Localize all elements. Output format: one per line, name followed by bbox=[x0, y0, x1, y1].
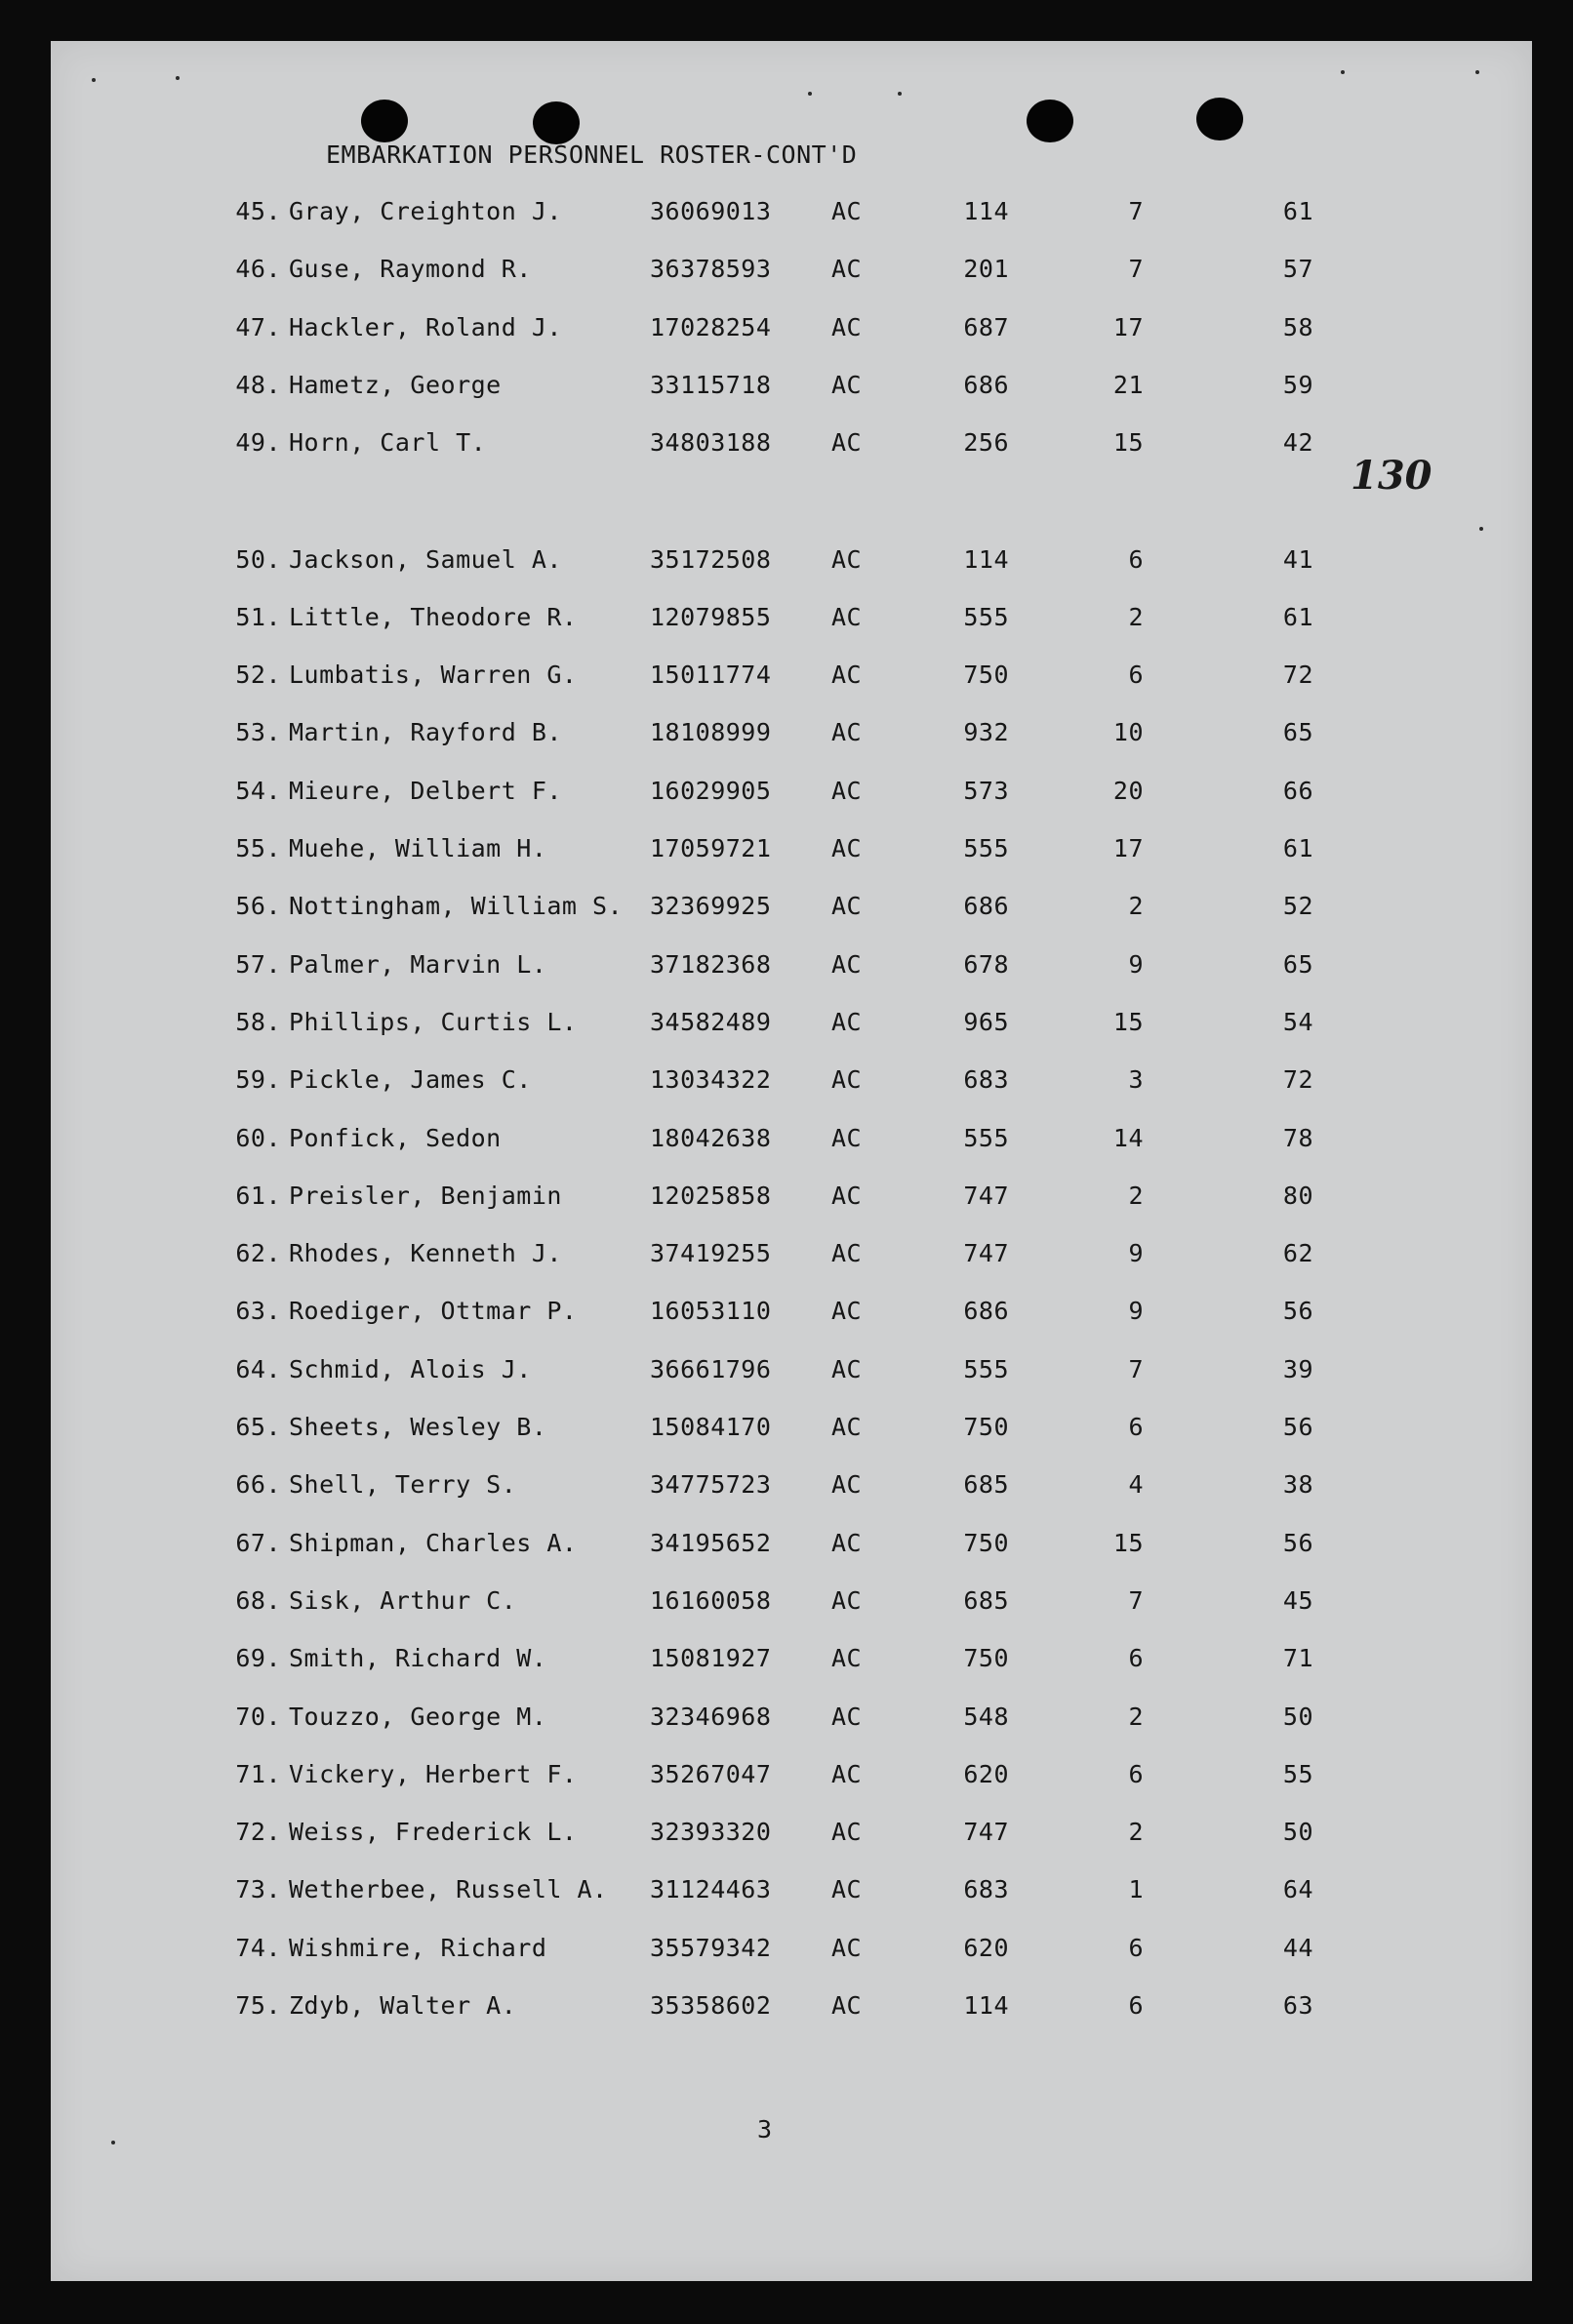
branch-code: AC bbox=[831, 1991, 863, 2020]
age-value: 45 bbox=[1282, 1585, 1313, 1615]
code-value: 687 bbox=[963, 312, 1009, 341]
table-row bbox=[51, 1529, 1532, 1562]
person-name: Schmid, Alois J. bbox=[289, 1354, 532, 1383]
table-row bbox=[51, 1470, 1532, 1503]
serial-number: 33115718 bbox=[650, 370, 772, 399]
age-value: 62 bbox=[1282, 1239, 1313, 1268]
table-row bbox=[51, 950, 1532, 983]
person-name: Rhodes, Kenneth J. bbox=[289, 1239, 562, 1268]
count-value: 7 bbox=[1128, 1585, 1144, 1615]
branch-code: AC bbox=[831, 1470, 863, 1500]
table-row bbox=[51, 1413, 1532, 1446]
row-number: 58. bbox=[235, 1007, 281, 1036]
person-name: Shipman, Charles A. bbox=[289, 1528, 578, 1557]
person-name: Vickery, Herbert F. bbox=[289, 1759, 578, 1788]
person-name: Pickle, James C. bbox=[289, 1065, 532, 1095]
person-name: Ponfick, Sedon bbox=[289, 1123, 502, 1152]
count-value: 6 bbox=[1128, 544, 1144, 574]
serial-number: 34582489 bbox=[650, 1007, 772, 1036]
person-name: Zdyb, Walter A. bbox=[289, 1991, 517, 2020]
branch-code: AC bbox=[831, 1702, 863, 1731]
person-name: Wishmire, Richard bbox=[289, 1933, 547, 1962]
person-name: Smith, Richard W. bbox=[289, 1644, 547, 1673]
age-value: 72 bbox=[1282, 1065, 1313, 1095]
row-number: 56. bbox=[235, 892, 281, 921]
branch-code: AC bbox=[831, 1297, 863, 1326]
age-value: 78 bbox=[1282, 1123, 1313, 1152]
age-value: 52 bbox=[1282, 892, 1313, 921]
code-value: 750 bbox=[963, 1413, 1009, 1441]
branch-code: AC bbox=[831, 428, 863, 458]
age-value: 61 bbox=[1282, 197, 1313, 225]
serial-number: 12079855 bbox=[650, 602, 772, 631]
branch-code: AC bbox=[831, 602, 863, 631]
code-value: 620 bbox=[963, 1759, 1009, 1788]
serial-number: 34775723 bbox=[650, 1470, 772, 1500]
row-number: 75. bbox=[235, 1991, 281, 2020]
row-number: 67. bbox=[235, 1528, 281, 1557]
row-number: 55. bbox=[235, 834, 281, 862]
age-value: 39 bbox=[1282, 1354, 1313, 1383]
table-row bbox=[51, 1297, 1532, 1330]
person-name: Touzzo, George M. bbox=[289, 1702, 547, 1731]
serial-number: 16160058 bbox=[650, 1585, 772, 1615]
code-value: 965 bbox=[963, 1007, 1009, 1036]
age-value: 80 bbox=[1282, 1181, 1313, 1210]
age-value: 56 bbox=[1282, 1528, 1313, 1557]
table-row bbox=[51, 1934, 1532, 1967]
row-number: 52. bbox=[235, 661, 281, 690]
table-row bbox=[51, 1760, 1532, 1793]
serial-number: 17028254 bbox=[650, 312, 772, 341]
count-value: 7 bbox=[1128, 1354, 1144, 1383]
person-name: Muehe, William H. bbox=[289, 834, 547, 862]
table-row bbox=[51, 428, 1532, 461]
age-value: 50 bbox=[1282, 1818, 1313, 1847]
serial-number: 35579342 bbox=[650, 1933, 772, 1962]
row-number: 66. bbox=[235, 1470, 281, 1500]
row-number: 73. bbox=[235, 1875, 281, 1904]
code-value: 686 bbox=[963, 1297, 1009, 1326]
table-row bbox=[51, 313, 1532, 346]
code-value: 548 bbox=[963, 1702, 1009, 1731]
count-value: 17 bbox=[1112, 834, 1144, 862]
row-number: 46. bbox=[235, 255, 281, 284]
code-value: 683 bbox=[963, 1875, 1009, 1904]
branch-code: AC bbox=[831, 1818, 863, 1847]
code-value: 555 bbox=[963, 1354, 1009, 1383]
table-row bbox=[51, 718, 1532, 751]
code-value: 747 bbox=[963, 1181, 1009, 1210]
person-name: Guse, Raymond R. bbox=[289, 255, 532, 284]
count-value: 17 bbox=[1112, 312, 1144, 341]
branch-code: AC bbox=[831, 949, 863, 979]
person-name: Mieure, Delbert F. bbox=[289, 776, 562, 805]
person-name: Phillips, Curtis L. bbox=[289, 1007, 578, 1036]
count-value: 7 bbox=[1128, 197, 1144, 225]
count-value: 6 bbox=[1128, 1991, 1144, 2020]
table-row bbox=[51, 1586, 1532, 1620]
person-name: Nottingham, William S. bbox=[289, 892, 624, 921]
row-number: 47. bbox=[235, 312, 281, 341]
branch-code: AC bbox=[831, 312, 863, 341]
serial-number: 35358602 bbox=[650, 1991, 772, 2020]
serial-number: 32393320 bbox=[650, 1818, 772, 1847]
branch-code: AC bbox=[831, 1644, 863, 1673]
table-row bbox=[51, 1239, 1532, 1272]
serial-number: 37419255 bbox=[650, 1239, 772, 1268]
person-name: Gray, Creighton J. bbox=[289, 197, 562, 225]
code-value: 747 bbox=[963, 1239, 1009, 1268]
code-value: 573 bbox=[963, 776, 1009, 805]
person-name: Weiss, Frederick L. bbox=[289, 1818, 578, 1847]
row-number: 48. bbox=[235, 370, 281, 399]
row-number: 65. bbox=[235, 1413, 281, 1441]
age-value: 65 bbox=[1282, 949, 1313, 979]
branch-code: AC bbox=[831, 1354, 863, 1383]
count-value: 2 bbox=[1128, 892, 1144, 921]
count-value: 1 bbox=[1128, 1875, 1144, 1904]
person-name: Hametz, George bbox=[289, 370, 502, 399]
row-number: 59. bbox=[235, 1065, 281, 1095]
branch-code: AC bbox=[831, 661, 863, 690]
count-value: 15 bbox=[1112, 1528, 1144, 1557]
person-name: Sisk, Arthur C. bbox=[289, 1585, 517, 1615]
count-value: 2 bbox=[1128, 1818, 1144, 1847]
branch-code: AC bbox=[831, 1759, 863, 1788]
serial-number: 16053110 bbox=[650, 1297, 772, 1326]
count-value: 15 bbox=[1112, 1007, 1144, 1036]
count-value: 6 bbox=[1128, 1413, 1144, 1441]
count-value: 9 bbox=[1128, 1239, 1144, 1268]
table-row bbox=[51, 892, 1532, 925]
table-row bbox=[51, 1875, 1532, 1908]
age-value: 56 bbox=[1282, 1297, 1313, 1326]
table-row bbox=[51, 834, 1532, 867]
person-name: Shell, Terry S. bbox=[289, 1470, 517, 1500]
row-number: 61. bbox=[235, 1181, 281, 1210]
row-number: 74. bbox=[235, 1933, 281, 1962]
row-number: 63. bbox=[235, 1297, 281, 1326]
count-value: 2 bbox=[1128, 602, 1144, 631]
code-value: 114 bbox=[963, 197, 1009, 225]
person-name: Wetherbee, Russell A. bbox=[289, 1875, 608, 1904]
row-number: 69. bbox=[235, 1644, 281, 1673]
row-number: 45. bbox=[235, 197, 281, 225]
serial-number: 13034322 bbox=[650, 1065, 772, 1095]
branch-code: AC bbox=[831, 255, 863, 284]
code-value: 750 bbox=[963, 661, 1009, 690]
row-number: 60. bbox=[235, 1123, 281, 1152]
branch-code: AC bbox=[831, 1585, 863, 1615]
serial-number: 35267047 bbox=[650, 1759, 772, 1788]
serial-number: 35172508 bbox=[650, 544, 772, 574]
roster-list bbox=[51, 41, 1532, 2281]
code-value: 750 bbox=[963, 1528, 1009, 1557]
branch-code: AC bbox=[831, 1065, 863, 1095]
count-value: 14 bbox=[1112, 1123, 1144, 1152]
person-name: Preisler, Benjamin bbox=[289, 1181, 562, 1210]
code-value: 555 bbox=[963, 602, 1009, 631]
code-value: 114 bbox=[963, 544, 1009, 574]
serial-number: 32346968 bbox=[650, 1702, 772, 1731]
code-value: 678 bbox=[963, 949, 1009, 979]
table-row bbox=[51, 777, 1532, 810]
age-value: 38 bbox=[1282, 1470, 1313, 1500]
age-value: 57 bbox=[1282, 255, 1313, 284]
code-value: 555 bbox=[963, 1123, 1009, 1152]
row-number: 68. bbox=[235, 1585, 281, 1615]
age-value: 50 bbox=[1282, 1702, 1313, 1731]
serial-number: 37182368 bbox=[650, 949, 772, 979]
person-name: Roediger, Ottmar P. bbox=[289, 1297, 578, 1326]
count-value: 4 bbox=[1128, 1470, 1144, 1500]
count-value: 10 bbox=[1112, 718, 1144, 747]
table-row bbox=[51, 1644, 1532, 1677]
person-name: Jackson, Samuel A. bbox=[289, 544, 562, 574]
table-row bbox=[51, 1065, 1532, 1099]
serial-number: 15011774 bbox=[650, 661, 772, 690]
count-value: 21 bbox=[1112, 370, 1144, 399]
branch-code: AC bbox=[831, 370, 863, 399]
serial-number: 15084170 bbox=[650, 1413, 772, 1441]
serial-number: 12025858 bbox=[650, 1181, 772, 1210]
age-value: 61 bbox=[1282, 834, 1313, 862]
person-name: Little, Theodore R. bbox=[289, 602, 578, 631]
table-row bbox=[51, 1991, 1532, 2024]
serial-number: 36661796 bbox=[650, 1354, 772, 1383]
age-value: 58 bbox=[1282, 312, 1313, 341]
age-value: 66 bbox=[1282, 776, 1313, 805]
row-number: 70. bbox=[235, 1702, 281, 1731]
code-value: 555 bbox=[963, 834, 1009, 862]
code-value: 750 bbox=[963, 1644, 1009, 1673]
age-value: 56 bbox=[1282, 1413, 1313, 1441]
branch-code: AC bbox=[831, 776, 863, 805]
count-value: 9 bbox=[1128, 949, 1144, 979]
person-name: Horn, Carl T. bbox=[289, 428, 487, 458]
code-value: 620 bbox=[963, 1933, 1009, 1962]
table-row bbox=[51, 1818, 1532, 1851]
age-value: 42 bbox=[1282, 428, 1313, 458]
table-row bbox=[51, 661, 1532, 694]
age-value: 55 bbox=[1282, 1759, 1313, 1788]
serial-number: 18042638 bbox=[650, 1123, 772, 1152]
row-number: 49. bbox=[235, 428, 281, 458]
serial-number: 36378593 bbox=[650, 255, 772, 284]
age-value: 63 bbox=[1282, 1991, 1313, 2020]
code-value: 256 bbox=[963, 428, 1009, 458]
row-number: 71. bbox=[235, 1759, 281, 1788]
serial-number: 31124463 bbox=[650, 1875, 772, 1904]
branch-code: AC bbox=[831, 197, 863, 225]
age-value: 59 bbox=[1282, 370, 1313, 399]
branch-code: AC bbox=[831, 1239, 863, 1268]
document-title: EMBARKATION PERSONNEL ROSTER-CONT'D bbox=[326, 140, 858, 169]
age-value: 44 bbox=[1282, 1933, 1313, 1962]
code-value: 686 bbox=[963, 892, 1009, 921]
serial-number: 15081927 bbox=[650, 1644, 772, 1673]
row-number: 64. bbox=[235, 1354, 281, 1383]
person-name: Sheets, Wesley B. bbox=[289, 1413, 547, 1441]
table-row bbox=[51, 1703, 1532, 1736]
age-value: 72 bbox=[1282, 661, 1313, 690]
row-number: 62. bbox=[235, 1239, 281, 1268]
code-value: 114 bbox=[963, 1991, 1009, 2020]
table-row bbox=[51, 1124, 1532, 1157]
count-value: 6 bbox=[1128, 1644, 1144, 1673]
branch-code: AC bbox=[831, 718, 863, 747]
code-value: 747 bbox=[963, 1818, 1009, 1847]
age-value: 64 bbox=[1282, 1875, 1313, 1904]
branch-code: AC bbox=[831, 892, 863, 921]
page-number: 3 bbox=[757, 2115, 773, 2144]
code-value: 685 bbox=[963, 1470, 1009, 1500]
branch-code: AC bbox=[831, 1181, 863, 1210]
age-value: 54 bbox=[1282, 1007, 1313, 1036]
row-number: 50. bbox=[235, 544, 281, 574]
count-value: 2 bbox=[1128, 1702, 1144, 1731]
row-number: 54. bbox=[235, 776, 281, 805]
row-number: 72. bbox=[235, 1818, 281, 1847]
serial-number: 36069013 bbox=[650, 197, 772, 225]
branch-code: AC bbox=[831, 1007, 863, 1036]
row-number: 51. bbox=[235, 602, 281, 631]
row-number: 53. bbox=[235, 718, 281, 747]
branch-code: AC bbox=[831, 1123, 863, 1152]
branch-code: AC bbox=[831, 1933, 863, 1962]
person-name: Hackler, Roland J. bbox=[289, 312, 562, 341]
person-name: Palmer, Marvin L. bbox=[289, 949, 547, 979]
serial-number: 16029905 bbox=[650, 776, 772, 805]
serial-number: 34803188 bbox=[650, 428, 772, 458]
serial-number: 32369925 bbox=[650, 892, 772, 921]
table-row bbox=[51, 255, 1532, 288]
age-value: 41 bbox=[1282, 544, 1313, 574]
age-value: 71 bbox=[1282, 1644, 1313, 1673]
serial-number: 18108999 bbox=[650, 718, 772, 747]
count-value: 9 bbox=[1128, 1297, 1144, 1326]
count-value: 6 bbox=[1128, 661, 1144, 690]
code-value: 685 bbox=[963, 1585, 1009, 1615]
branch-code: AC bbox=[831, 1875, 863, 1904]
person-name: Martin, Rayford B. bbox=[289, 718, 562, 747]
age-value: 65 bbox=[1282, 718, 1313, 747]
table-row bbox=[51, 1182, 1532, 1215]
serial-number: 17059721 bbox=[650, 834, 772, 862]
table-row bbox=[51, 1355, 1532, 1388]
code-value: 683 bbox=[963, 1065, 1009, 1095]
count-value: 20 bbox=[1112, 776, 1144, 805]
code-value: 686 bbox=[963, 370, 1009, 399]
count-value: 2 bbox=[1128, 1181, 1144, 1210]
branch-code: AC bbox=[831, 544, 863, 574]
count-value: 6 bbox=[1128, 1759, 1144, 1788]
branch-code: AC bbox=[831, 834, 863, 862]
row-number: 57. bbox=[235, 949, 281, 979]
branch-code: AC bbox=[831, 1528, 863, 1557]
code-value: 932 bbox=[963, 718, 1009, 747]
table-row bbox=[51, 603, 1532, 636]
person-name: Lumbatis, Warren G. bbox=[289, 661, 578, 690]
table-row bbox=[51, 371, 1532, 404]
count-value: 15 bbox=[1112, 428, 1144, 458]
count-value: 7 bbox=[1128, 255, 1144, 284]
table-row bbox=[51, 1008, 1532, 1041]
page-stamp-number: 130 bbox=[1351, 453, 1432, 499]
count-value: 6 bbox=[1128, 1933, 1144, 1962]
code-value: 201 bbox=[963, 255, 1009, 284]
count-value: 3 bbox=[1128, 1065, 1144, 1095]
serial-number: 34195652 bbox=[650, 1528, 772, 1557]
table-row bbox=[51, 197, 1532, 230]
document-sheet bbox=[51, 41, 1532, 2281]
branch-code: AC bbox=[831, 1413, 863, 1441]
table-row bbox=[51, 545, 1532, 579]
age-value: 61 bbox=[1282, 602, 1313, 631]
